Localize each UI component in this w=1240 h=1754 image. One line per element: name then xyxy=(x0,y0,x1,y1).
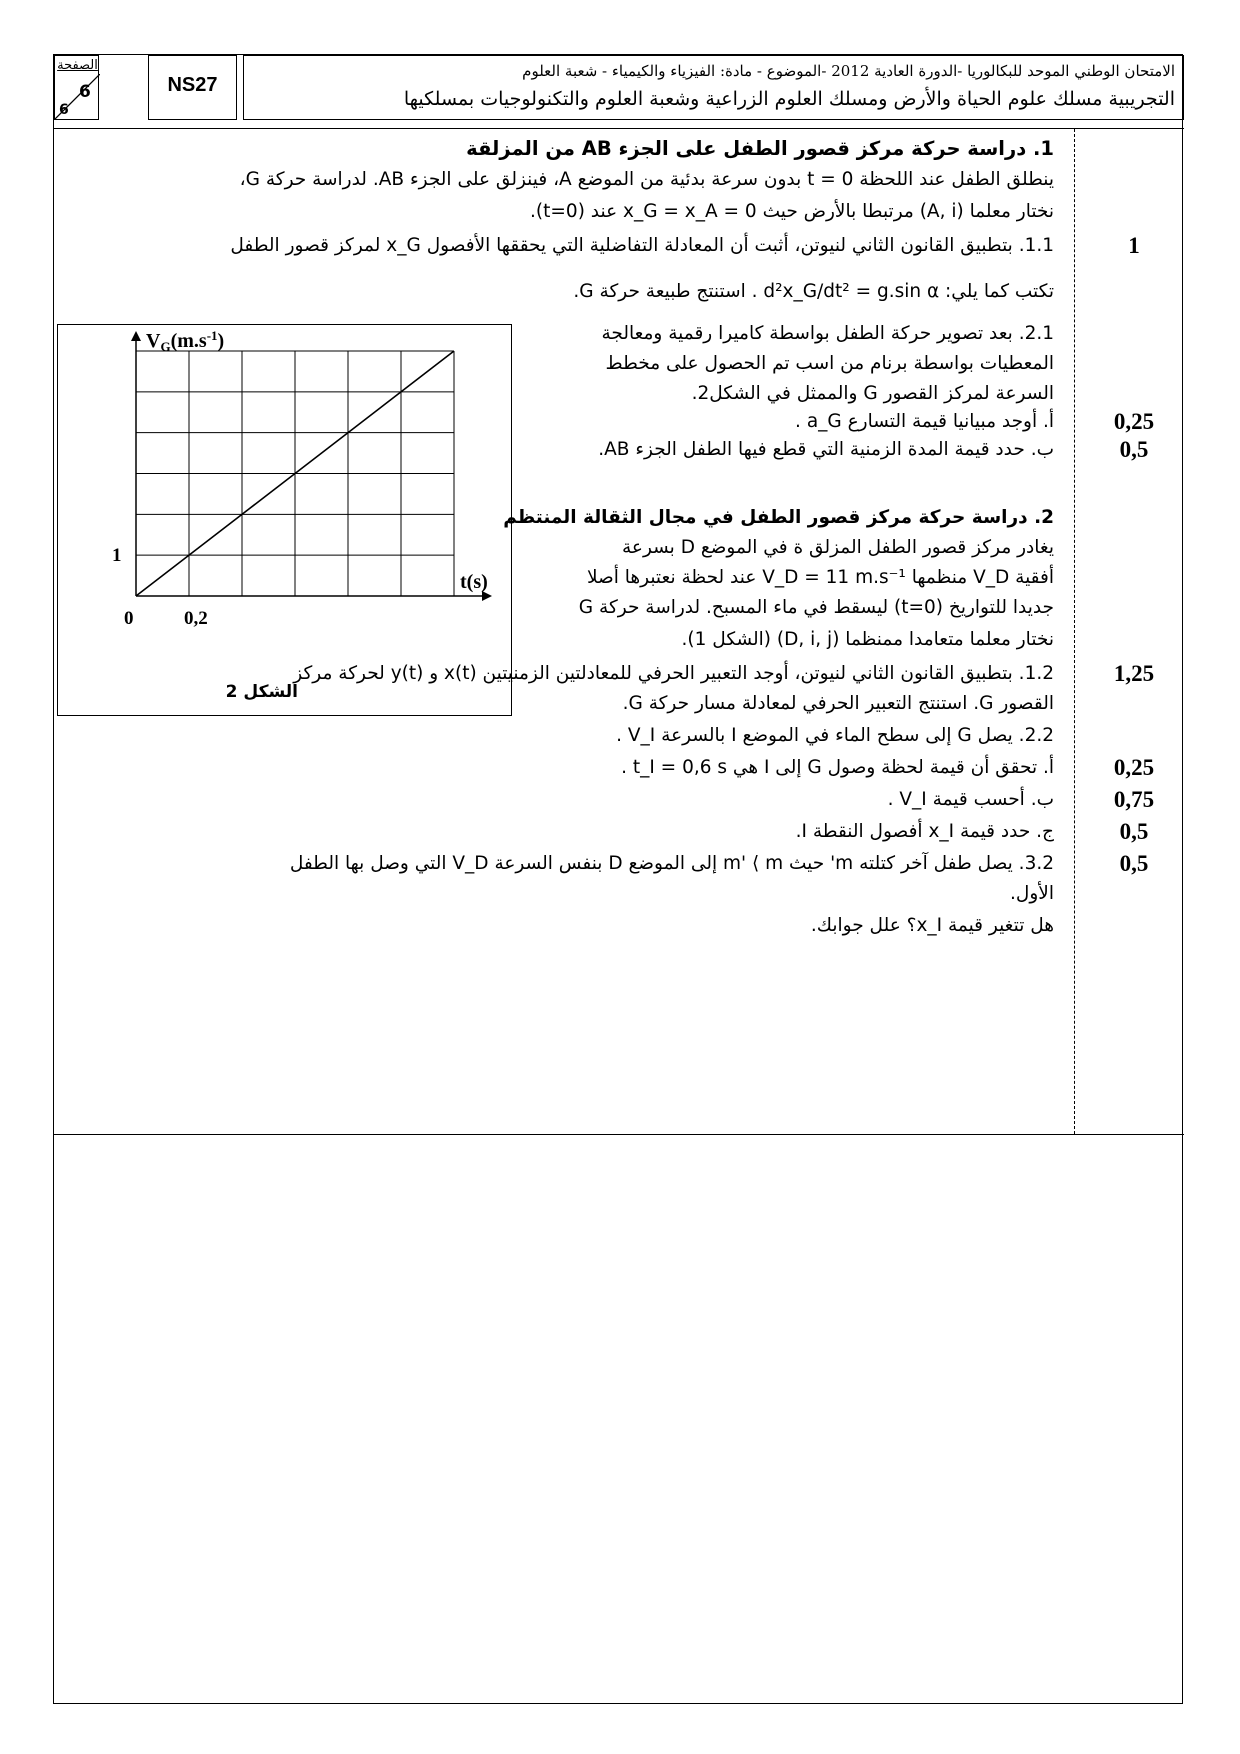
exam-code: NS27 xyxy=(167,74,218,96)
text-line: ينطلق الطفل عند اللحظة t = 0 بدون سرعة بدئية من الموضع A، فينزلق على الجزء AB. لدراسة حركة G، xyxy=(239,169,1054,190)
text-line: هل تتغير قيمة x_I؟ علل جوابك. xyxy=(810,915,1054,936)
text-line: الأول. xyxy=(1010,883,1054,904)
question-2-1-a: أ. أوجد مبيانيا قيمة التسارع a_G . xyxy=(795,411,1054,432)
origin-label: 0 xyxy=(124,608,134,629)
x-tick-label: 0,2 xyxy=(184,608,208,629)
text-line: جديدا للتواريخ (t=0) ليسقط في ماء المسبح. لدراسة حركة G xyxy=(578,597,1054,618)
question-2-2-c: ج. حدد قيمة x_I أفصول النقطة I. xyxy=(795,821,1054,842)
y-tick-label: 1 xyxy=(112,545,122,567)
question-area xyxy=(54,128,1184,1135)
x-axis-label: t(s) xyxy=(460,571,488,593)
mark-q1-1: 1 xyxy=(1128,233,1140,258)
velocity-chart xyxy=(58,325,511,715)
text-line: نختار معلما (A, i) مرتبطا بالأرض حيث x_G = x_A = 0 عند (t=0). xyxy=(530,201,1054,222)
marks-column-separator xyxy=(1074,129,1075,1134)
exam-page xyxy=(53,54,1183,1704)
question-2-1-b: ب. حدد قيمة المدة الزمنية التي قطع فيها الطفل الجزء AB. xyxy=(598,439,1054,460)
exam-title-line-2: التجريبية مسلك علوم الحياة والأرض ومسلك العلوم الزراعية وشعبة العلوم والتكنولوجيات بمسلكيها xyxy=(403,88,1175,110)
section-1-heading: 1. دراسة حركة مركز قصور الطفل على الجزء AB من المزلقة xyxy=(466,137,1054,160)
question-1-2: 1.2. بتطبيق القانون الثاني لنيوتن، أوجد التعبير الحرفي للمعادلتين الزمنيتين x(t) و y(t) لحركة مركز xyxy=(293,663,1054,684)
text-line: يغادر مركز قصور الطفل المزلق ة في الموضع D بسرعة xyxy=(622,537,1054,558)
y-axis-arrow xyxy=(131,331,141,341)
text-line: أفقية V_D منظمها V_D = 11 m.s⁻¹ عند لحظة نعتبرها أصلا xyxy=(586,567,1054,588)
text-line: القصور G. استنتج التعبير الحرفي لمعادلة مسار حركة G. xyxy=(622,693,1054,714)
question-2-2-a: أ. تحقق أن قيمة لحظة وصول G إلى I هي t_I = 0,6 s . xyxy=(621,757,1054,778)
text-line: المعطيات بواسطة برنام من اسب تم الحصول على مخطط xyxy=(605,353,1054,374)
figure-2 xyxy=(57,324,512,716)
section-2-heading: 2. دراسة حركة مركز قصور الطفل في مجال الثقالة المنتظم xyxy=(503,507,1054,528)
figure-caption: الشكل 2 xyxy=(225,682,298,702)
mark-q2-2-a: 0,25 xyxy=(1113,755,1155,780)
y-axis-label: $V_G(m.s^{-1})$ xyxy=(146,328,225,354)
question-3-2: 3.2. يصل طفل آخر كتلته m' حيث m' ⟨ m إلى الموضع D بنفس السرعة V_D التي وصل بها الطفل xyxy=(289,853,1054,874)
mark-q3-2: 0,5 xyxy=(1119,851,1149,876)
question-1-1: 1.1. بتطبيق القانون الثاني لنيوتن، أثبت أن المعادلة التفاضلية التي يحققها الأفصول x_G لمركز قصور الطفل xyxy=(230,235,1054,256)
mark-q2-2-b: 0,75 xyxy=(1113,787,1155,812)
text-line: السرعة لمركز القصور G والممثل في الشكل2. xyxy=(691,383,1054,404)
mark-q2-1-b: 0,5 xyxy=(1119,437,1149,462)
text-line: نختار معلما متعامدا ممنظما (D, i, j) (الشكل 1). xyxy=(681,629,1054,650)
page-label: الصفحة xyxy=(57,58,98,73)
exam-code-box xyxy=(148,55,237,120)
page-total: 6 xyxy=(59,102,69,118)
question-2-1: 2.1. بعد تصوير حركة الطفل بواسطة كاميرا رقمية ومعالجة xyxy=(601,323,1054,344)
question-2-2: 2.2. يصل G إلى سطح الماء في الموضع I بالسرعة V_I . xyxy=(616,725,1054,746)
page-number: 6 xyxy=(79,82,91,102)
mark-q1-2: 1,25 xyxy=(1113,661,1155,686)
question-2-2-b: ب. أحسب قيمة V_I . xyxy=(887,789,1054,810)
text-line: تكتب كما يلي: d²x_G/dt² = g.sin α . استنتج طبيعة حركة G. xyxy=(573,281,1054,302)
exam-title-line-1: الامتحان الوطني الموحد للبكالوريا -الدورة العادية 2012 -الموضوع - مادة: الفيزياء والكيمياء - شعبة العلوم xyxy=(522,62,1175,80)
mark-q2-2-c: 0,5 xyxy=(1119,819,1149,844)
page-number-box xyxy=(54,55,99,120)
exam-title-box xyxy=(243,55,1184,120)
mark-q2-1-a: 0,25 xyxy=(1113,409,1155,434)
